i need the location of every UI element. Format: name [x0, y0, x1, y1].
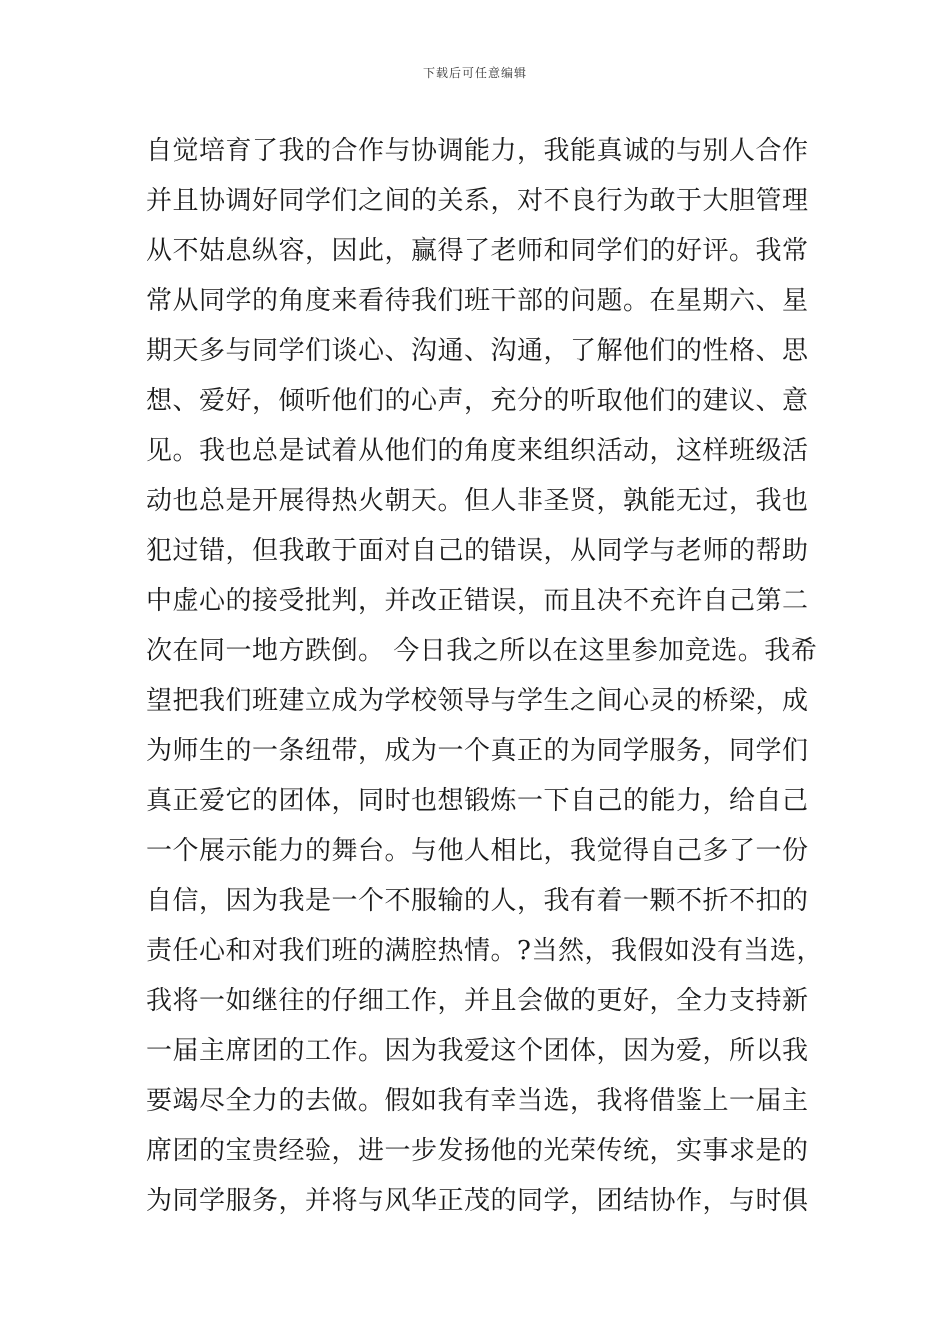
text-line: 次在同一地方跌倒。 今日我之所以在这里参加竞选。我希: [146, 636, 818, 666]
body-text: [146, 126, 823, 1226]
text-line: 我将一如继往的仔细工作，并且会做的更好，全力支持新: [146, 986, 809, 1016]
text-line: 一个展示能力的舞台。与他人相比，我觉得自己多了一份: [146, 836, 809, 866]
text-line: 动也总是开展得热火朝天。但人非圣贤，孰能无过，我也: [146, 486, 809, 516]
text-line: 要竭尽全力的去做。假如我有幸当选，我将借鉴上一届主: [146, 1086, 809, 1116]
text-line: 想、爱好，倾听他们的心声，充分的听取他们的建议、意: [146, 386, 809, 416]
text-line: 为师生的一条纽带，成为一个真正的为同学服务，同学们: [146, 736, 809, 766]
text-line: 期天多与同学们谈心、沟通、沟通，了解他们的性格、思: [146, 336, 809, 366]
text-line: 见。我也总是试着从他们的角度来组织活动，这样班级活: [146, 436, 809, 466]
text-line: 犯过错，但我敢于面对自己的错误，从同学与老师的帮助: [146, 536, 809, 566]
text-line: 一届主席团的工作。因为我爱这个团体，因为爱，所以我: [146, 1036, 809, 1066]
text-line: 望把我们班建立成为学校领导与学生之间心灵的桥梁，成: [146, 686, 809, 716]
text-line: 中虚心的接受批判，并改正错误，而且决不充许自己第二: [146, 586, 809, 616]
text-line: 责任心和对我们班的满腔热情。?当然，我假如没有当选，: [146, 936, 823, 966]
text-line: 从不姑息纵容，因此，赢得了老师和同学们的好评。我常: [146, 236, 809, 266]
text-line: 自信，因为我是一个不服输的人，我有着一颗不折不扣的: [146, 886, 809, 916]
text-line: 席团的宝贵经验，进一步发扬他的光荣传统，实事求是的: [146, 1136, 809, 1166]
text-line: 自觉培育了我的合作与协调能力，我能真诚的与别人合作: [146, 136, 809, 166]
text-line: 常从同学的角度来看待我们班干部的问题。在星期六、星: [146, 286, 809, 316]
text-line: 为同学服务，并将与风华正茂的同学，团结协作，与时俱: [146, 1186, 809, 1216]
text-line: 真正爱它的团体，同时也想锻炼一下自己的能力，给自己: [146, 786, 809, 816]
text-line: 并且协调好同学们之间的关系，对不良行为敢于大胆管理: [146, 186, 809, 216]
page-header: 下载后可任意编辑: [422, 66, 527, 80]
